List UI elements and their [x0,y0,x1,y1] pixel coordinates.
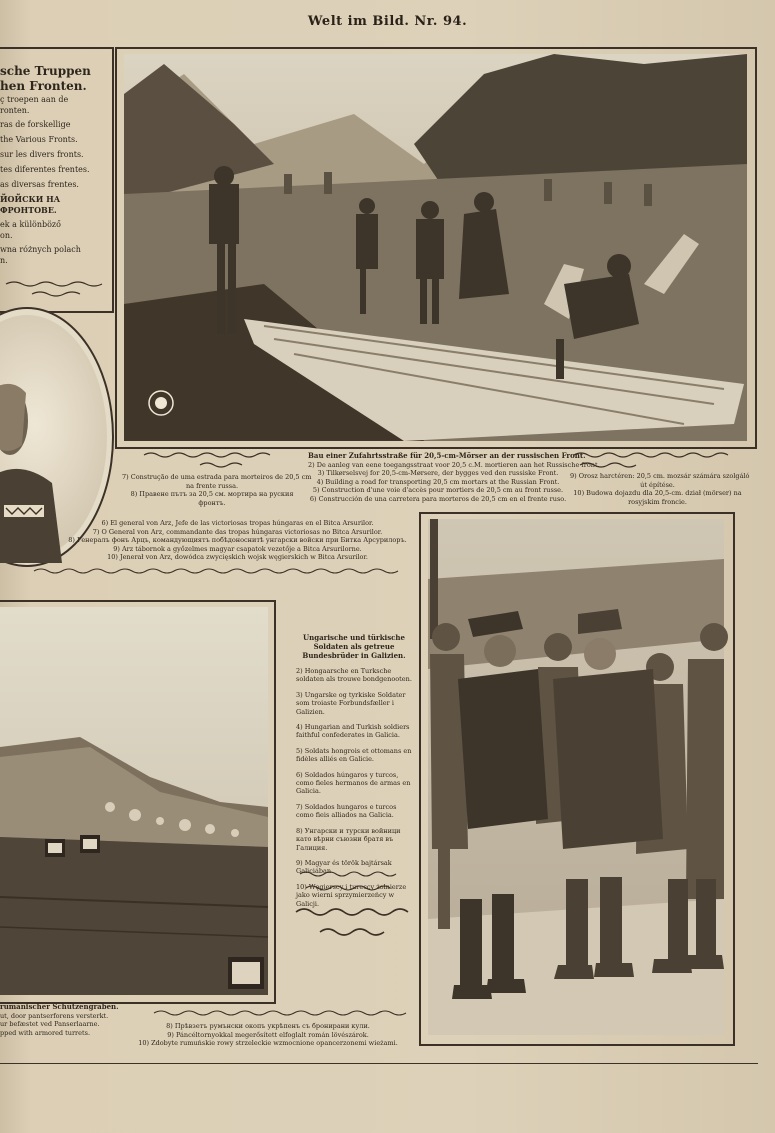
top-caption-center [308,451,600,504]
caption-title: Ungarische und türkische Soldaten als getreue Bundesbrüder in Galizien. [302,633,406,660]
left-title-line: wna różnych polach [0,245,81,254]
bottom-left-caption [0,1003,120,1037]
caption-item: 10) Węgierscy i tureccy żołnierze jako wierni sprzymierzeńcy w Galicji. [296,882,407,908]
left-title-line: on. [0,231,13,240]
caption-line: 5) Construction d'une voie d'accès pour mortiers de 20,5 cm au front russe. [312,486,564,495]
caption-line: 4) Building a road for transporting 20,5 cm mortars at the Russian Front. [316,477,560,486]
caption-item: 9) Magyar és török bajtársak Galiciában. [296,858,392,876]
soldiers-photo [428,519,724,1035]
bottom-center-caption [118,1022,418,1048]
caption-line: ur befæstet ved Panserlaarne. [0,1020,100,1029]
caption-line: 9) Páncéltornyokkal megerősített elfoglalt román lövészárok. [167,1030,369,1039]
road-building-photo [124,54,747,441]
caption-line: 3) Tilkørselsvej for 20,5-cm-Mørsere, der bygges ved den russiske Front. [317,469,559,478]
caption-line: 9) Orosz harctéren: 20,5 cm. mozsár számára szolgáló [570,472,750,480]
caption-line: 2) De aanleg van eene toegangsstraat voor 20,5 c.M. mortieren aan het Russische front. [308,460,600,469]
caption-title: rumänischer Schützengraben. [0,1002,119,1011]
arabic-script-block [290,866,418,946]
left-title-line: sur les divers fronts. [0,150,84,159]
caption-item: 3) Ungarske og tyrkiske Soldater som troiaste Forbundsfæller i Galizien. [296,690,406,716]
caption-item: 5) Soldats hongrois et ottomans en fidèles alliés en Galicie. [296,746,412,764]
caption-title: Bau einer Zufahrtsstraße für 20,5-cm-Mörser an der russischen Front. [308,451,586,460]
trench-photo [0,607,268,995]
left-title-line: ronten. [0,106,30,115]
arabic-script-line [570,449,740,471]
caption-line: 8) Правене пътъ за 20,5 см. мортира на руския [130,490,294,499]
page-header: Welt im Bild. Nr. 94. [307,14,468,29]
arabic-caption-top-left [140,449,290,471]
left-title-line: n. [0,256,8,265]
arabic-script-line [150,1006,415,1020]
left-title-line: ЙОЙСКИ НА [0,194,61,204]
caption-line: ut, door pantserforens versterkt. [0,1011,109,1020]
arabic-script-line [30,564,410,578]
caption-line: 6) Construcción de una carretera para morteros de 20,5 cm en el frente ruso. [309,494,567,503]
left-title-line: ras de forskellige [0,120,71,129]
left-title-line: tes diferentes frentes. [0,165,90,174]
caption-line: na frente russa. [185,481,239,490]
caption-line: 6) El general von Arz, Jefe de las victoriosas tropas húngaras en el Bitca Arsurilor. [101,519,374,527]
caption-line: 10) Jenerał von Arz, dowódca zwycięskich wojsk węgierskich w Bitca Arsurilor. [107,553,368,562]
caption-line: 8) Прѣвзетъ румънски окопъ укрѣпенъ съ бронирани кули. [166,1022,370,1030]
portrait-caption [60,519,415,562]
caption-line: фронтъ. [198,498,226,507]
caption-item: 2) Hongaarsche en Turksche soldaten als trouwe bondgenooten. [296,667,412,684]
road-building-photo-svg [124,54,747,441]
caption-line: 10) Budowa dojazdu dla 20,5-cm. dział (mörser) na [573,489,742,498]
arabic-caption-bottom [150,1006,415,1020]
arabic-caption-middle [290,866,418,946]
bottom-rule [0,1063,758,1064]
left-title-line: ç troepen aan de [0,95,69,104]
caption-line: 7) Construção de uma estrada para morteiros de 20,5 cm [122,473,312,481]
caption-item: 7) Soldados hungaros e turcos como fieis alliados na Galicia. [296,802,397,820]
caption-line: 8) Генералъ фонъ Арцъ, командующиятъ побѣдоноснитѣ унгарски войски при Битка Арсурилоръ. [68,536,407,545]
caption-item: 6) Soldados húngaros y turcos, como fieles hermanos de armas en Galicia. [296,770,411,796]
arabic-script-line [140,449,290,471]
left-arabic-script [2,278,106,298]
caption-line: út építése. [640,480,675,489]
left-title-line: ek a különböző [0,220,61,229]
arabic-script-line [2,278,106,300]
soldiers-photo-svg [428,519,724,1035]
left-title-block [0,64,112,266]
arabic-caption-portrait [30,564,410,578]
left-title-line: as diversas frentes. [0,180,79,189]
top-caption-right [570,472,750,506]
caption-line: rosyjskim froncie. [628,497,687,506]
arabic-caption-top-right [570,449,740,471]
caption-item: 8) Унгарски и турски войници като вѣрни съюзни братя въ Галиция. [296,826,401,852]
caption-line: 10) Zdobyte rumuńskie rowy strzeleckie wzmocnione opancerzonemi wieżami. [138,1039,398,1048]
caption-line: 7) O General von Arz, commandante das tropas húngaras victoriosas no Bitca Arsurilor. [92,527,383,536]
top-caption-left [122,473,312,507]
left-title-line: sche Truppen [0,64,91,78]
caption-item: 4) Hungarian and Turkish soldiers faithful confederates in Galicia. [296,723,410,740]
left-title-line: the Various Fronts. [0,135,78,144]
left-title-line: ФРОНТОВЕ. [0,205,57,215]
trench-photo-svg [0,607,268,995]
caption-line: pped with armored turrets. [0,1028,91,1037]
caption-line: 9) Arz tábornok a győzelmes magyar csapatok vezetője a Bitca Arsurilorne. [113,544,362,553]
left-title-line: hen Fronten. [0,79,87,93]
